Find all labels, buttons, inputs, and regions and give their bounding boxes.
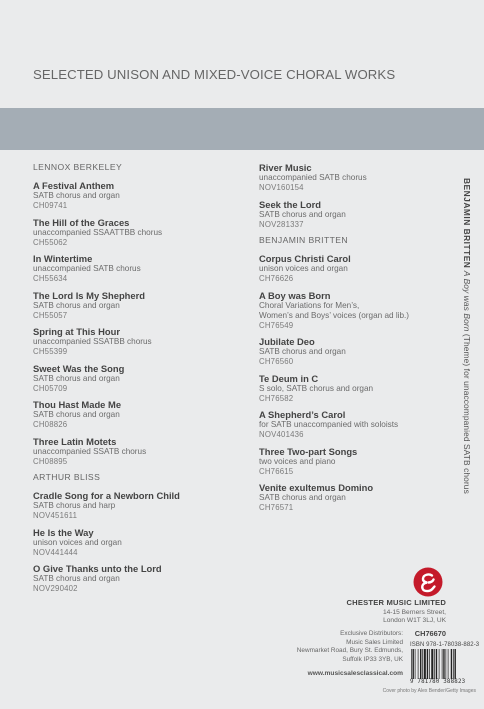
- work-code: CH08895: [33, 456, 68, 466]
- work-item: [259, 253, 449, 284]
- barcode-bar: [413, 649, 414, 679]
- work-item: [33, 527, 238, 558]
- chester-music-logo-icon: [413, 567, 443, 597]
- work-title: Venite exultemus Domino: [259, 482, 374, 493]
- work-code: CH76571: [259, 503, 294, 512]
- work-title: Te Deum in C: [259, 372, 319, 384]
- barcode-bar: [418, 649, 419, 679]
- work-desc: SATB chorus and organ: [33, 300, 120, 310]
- address-line: 14-15 Berners Street,: [382, 609, 446, 616]
- work-code: NOV160154: [259, 183, 304, 192]
- work-code: CH55062: [33, 237, 68, 247]
- work-desc: unison voices and organ: [33, 537, 122, 547]
- work-code: CH55634: [33, 274, 68, 283]
- work-code: CH76560: [259, 357, 294, 366]
- work-desc: Women’s and Boys’ voices (organ ad lib.): [259, 310, 410, 320]
- work-item: [33, 490, 238, 521]
- address-line: London W1T 3LJ, UK: [383, 617, 446, 625]
- work-desc: for SATB unaccompanied with soloists: [259, 420, 399, 429]
- work-code: NOV401436: [259, 430, 304, 439]
- distributors-line: Exclusive Distributors:: [340, 630, 403, 637]
- publisher-address: [383, 609, 446, 625]
- work-desc: two voices and piano: [259, 456, 336, 466]
- work-code: CH76615: [259, 466, 294, 476]
- work-item: [33, 326, 238, 357]
- right-column: [259, 162, 449, 519]
- work-desc: unaccompanied SATB chorus: [259, 173, 367, 182]
- spine-subtitle: (Theme) for unaccompanied SATB chorus: [462, 333, 472, 494]
- work-desc: SATB chorus and organ: [259, 493, 346, 502]
- work-title: Jubilate Deo: [259, 336, 315, 347]
- page-title: SELECTED UNISON AND MIXED-VOICE CHORAL WORKS: [33, 67, 396, 82]
- work-item: [259, 373, 449, 404]
- barcode-bar: [427, 649, 428, 679]
- barcode-bar: [420, 649, 421, 679]
- work-title: A Boy was Born: [259, 289, 331, 301]
- work-item: [33, 180, 238, 211]
- work-item: [259, 336, 449, 367]
- work-desc: SATB chorus and organ: [33, 373, 120, 383]
- catalogue-number: CH76670: [414, 629, 446, 638]
- work-desc: Choral Variations for Men’s,: [259, 300, 360, 310]
- barcode-bar: [448, 649, 449, 679]
- work-title: A Shepherd’s Carol: [259, 409, 346, 420]
- work-title: In Wintertime: [33, 253, 93, 264]
- work-code: NOV290402: [33, 584, 78, 593]
- work-code: CH55057: [33, 310, 68, 320]
- barcode-bar: [436, 649, 437, 679]
- work-title: He Is the Way: [33, 526, 94, 538]
- work-item: [33, 290, 238, 321]
- barcode-icon: [410, 649, 474, 679]
- work-desc: unaccompanied SSATB chorus: [33, 446, 147, 456]
- work-item: [259, 482, 449, 513]
- left-column: [33, 162, 238, 600]
- work-desc: unison voices and organ: [259, 264, 348, 273]
- work-desc: SATB chorus and organ: [33, 574, 120, 583]
- barcode-bar: [424, 649, 426, 679]
- publisher-name: CHESTER MUSIC LIMITED: [346, 598, 446, 607]
- work-item: [259, 446, 449, 477]
- barcode-bar: [439, 649, 440, 679]
- work-desc: SATB chorus and organ: [259, 209, 346, 219]
- composer-heading: LENNOX BERKELEY: [33, 162, 123, 172]
- work-code: CH76549: [259, 320, 294, 330]
- work-desc: SATB chorus and organ: [259, 347, 346, 356]
- spine-work-title: A Boy was Born: [462, 270, 472, 332]
- distributors-line: Music Sales Limited: [346, 638, 403, 646]
- work-item: [259, 290, 449, 331]
- work-code: CH09741: [33, 201, 68, 210]
- work-desc: SATB chorus and organ: [33, 191, 120, 200]
- barcode-bar: [443, 649, 444, 679]
- work-desc: S solo, SATB chorus and organ: [259, 383, 374, 393]
- barcode-bar: [431, 649, 433, 679]
- work-item: [33, 363, 238, 394]
- work-desc: unaccompanied SATB chorus: [33, 264, 141, 273]
- photo-credit: Cover photo by Alex Bender/Getty Images: [382, 688, 476, 694]
- work-title: The Hill of the Graces: [33, 216, 130, 228]
- distributors-line: Newmarket Road, Bury St. Edmunds,: [296, 647, 403, 655]
- barcode-bar: [415, 649, 416, 679]
- work-code: NOV441444: [33, 547, 78, 557]
- barcode-bar: [453, 649, 454, 679]
- composer-heading: BENJAMIN BRITTEN: [259, 235, 349, 245]
- work-title: Sweet Was the Song: [33, 362, 125, 374]
- work-title: River Music: [259, 162, 312, 173]
- barcode-bar: [411, 649, 412, 679]
- header-panel: [0, 0, 484, 108]
- distributors-line: Suffolk IP33 3YB, UK: [342, 655, 403, 663]
- website-link[interactable]: www.musicsalesclassical.com: [307, 670, 403, 677]
- work-desc: unaccompanied SSATBB chorus: [33, 337, 152, 346]
- spine-title: [462, 178, 472, 494]
- work-desc: SATB chorus and harp: [33, 501, 116, 510]
- barcode-bar: [451, 649, 452, 679]
- barcode-digits: 9 781780 388823: [410, 679, 466, 685]
- work-title: A Festival Anthem: [33, 180, 115, 191]
- work-item: [259, 162, 449, 193]
- barcode-bar: [442, 649, 443, 679]
- composer-heading: ARTHUR BLISS: [33, 472, 101, 482]
- barcode-bar: [446, 649, 447, 679]
- work-code: NOV451611: [33, 511, 78, 520]
- work-title: Spring at This Hour: [33, 326, 120, 337]
- work-title: Three Two-part Songs: [259, 445, 358, 457]
- isbn-text: ISBN 978-1-78038-882-3: [410, 642, 480, 648]
- work-title: The Lord Is My Shepherd: [33, 289, 145, 301]
- work-code: CH76626: [259, 274, 294, 283]
- work-title: Seek the Lord: [259, 198, 321, 210]
- work-item: [259, 409, 449, 440]
- spine-composer: BENJAMIN BRITTEN: [462, 178, 472, 269]
- work-code: CH55399: [33, 347, 68, 356]
- work-title: O Give Thanks unto the Lord: [33, 563, 162, 574]
- work-title: Three Latin Motets: [33, 435, 117, 447]
- work-desc: unaccompanied SSAATTBB chorus: [33, 227, 163, 237]
- distributors-block: [262, 630, 403, 664]
- barcode-bar: [429, 649, 430, 679]
- barcode-bar: [422, 649, 423, 679]
- work-code: CH05709: [33, 383, 68, 393]
- work-item: [33, 399, 238, 430]
- work-title: Cradle Song for a Newborn Child: [33, 490, 180, 501]
- work-item: [33, 253, 238, 284]
- work-item: [33, 436, 238, 467]
- work-title: Thou Hast Made Me: [33, 399, 122, 410]
- work-code: NOV281337: [259, 219, 304, 229]
- work-desc: SATB chorus and organ: [33, 410, 120, 419]
- work-item: [33, 563, 238, 594]
- work-item: [33, 217, 238, 248]
- barcode-bar: [434, 649, 435, 679]
- work-title: Corpus Christi Carol: [259, 253, 351, 264]
- work-code: CH08826: [33, 420, 68, 429]
- grey-band: [0, 108, 484, 150]
- barcode-bar: [455, 649, 456, 679]
- work-item: [259, 199, 449, 230]
- barcode-block: [410, 642, 480, 685]
- work-code: CH76582: [259, 393, 294, 403]
